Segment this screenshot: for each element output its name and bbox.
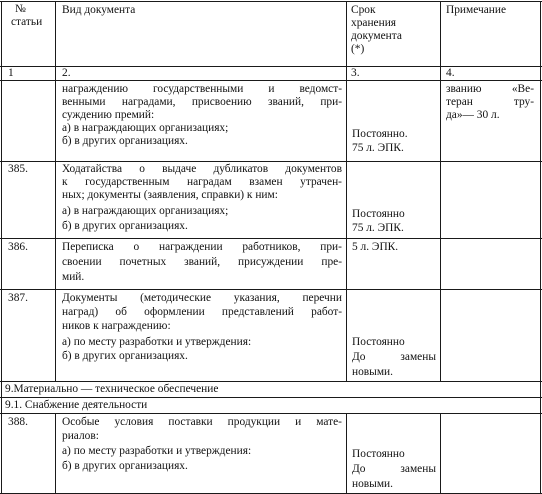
header-bottom-rule — [0, 66, 542, 67]
storage-term: Постоянно — [352, 208, 405, 220]
row-text-line: риалов: — [62, 430, 99, 442]
row-continued-bottom-rule — [0, 161, 542, 162]
col-divider-num — [55, 1, 56, 382]
table-border-top — [0, 1, 542, 2]
storage-term: Постоянно — [352, 448, 405, 460]
row-text-line: ных; документы (заявления, справки) к ним: — [62, 189, 278, 201]
section-subtitle: 9.1. Снабжение деятельности — [5, 399, 148, 411]
storage-term: Постоянно. — [352, 128, 408, 140]
col-divider-type — [346, 1, 347, 382]
row-text-line: венными наградами, присвоению званий, при- — [62, 96, 342, 108]
section-title: 9.Материально — техническое обеспечение — [5, 383, 219, 395]
article-number: 386. — [8, 241, 28, 253]
row-text-line: Особые условия поставки продукции и мате- — [62, 416, 342, 428]
storage-term: До замены — [352, 463, 436, 475]
row-text-line: суждению премий: — [62, 109, 155, 121]
col-divider-type — [346, 413, 347, 494]
header-document-type: Вид документа — [62, 4, 136, 16]
row-385-bottom-rule — [0, 238, 542, 239]
row-text-line: награждению государственными и ведомст- — [62, 83, 342, 95]
note-line: да»— 30 л. — [446, 109, 500, 121]
row-text-line: б) в других организациях. — [62, 460, 188, 472]
article-number: 387. — [8, 292, 28, 304]
row-text-line: мий. — [62, 271, 85, 283]
storage-term: Постоянно — [352, 336, 405, 348]
header-storage-term: Срок хранения документа (*) — [351, 4, 402, 55]
row-text-line: к государственным наградам взамен утрачен- — [62, 176, 342, 188]
colnum-2: 2. — [62, 67, 71, 79]
row-text-line: Документы (методические указания, перечни — [62, 292, 342, 304]
col-divider-term — [440, 413, 441, 494]
row-text-line: Переписка о награждении работников, при- — [62, 241, 342, 253]
colnum-4: 4. — [446, 67, 455, 79]
header-num: № статьи — [11, 3, 43, 28]
row-386-bottom-rule — [0, 289, 542, 290]
article-number: 388. — [8, 416, 28, 428]
colnum-bottom-rule — [0, 80, 542, 81]
note-line: званию «Ве- — [446, 83, 534, 95]
section-sub-rule — [0, 413, 542, 414]
col-divider-term — [440, 1, 441, 382]
article-number: 385. — [8, 163, 28, 175]
colnum-1: 1 — [8, 67, 14, 79]
row-text-line: ников к награждению: — [62, 320, 171, 332]
row-text-line: Ходатайства о выдаче дубликатов документов — [62, 163, 342, 175]
row-text-line: а) в награждающих организациях; — [62, 205, 229, 217]
section-title-rule — [0, 397, 542, 398]
storage-term: До замены — [352, 351, 436, 363]
row-387-bottom-rule — [0, 381, 542, 382]
header-note: Примечание — [446, 4, 507, 16]
table-border-left — [1, 1, 2, 494]
row-text-line: своении почетных званий, присуждении пре- — [62, 256, 342, 268]
row-text-line: а) по месту разработки и утверждения: — [62, 336, 252, 348]
row-text-line: б) в других организациях. — [62, 135, 188, 147]
colnum-3: 3. — [351, 67, 360, 79]
table-border-right — [540, 1, 541, 494]
row-text-line: б) в других организациях. — [62, 350, 188, 362]
storage-term: 5 л. ЭПК. — [352, 241, 399, 253]
storage-term: 75 л. ЭПК. — [352, 142, 404, 154]
row-text-line: б) в других организациях. — [62, 220, 188, 232]
col-divider-num — [55, 413, 56, 494]
storage-term: 75 л. ЭПК. — [352, 222, 404, 234]
row-text-line: наград) об оформлении представлений работ- — [62, 306, 342, 318]
storage-term: новыми. — [352, 478, 393, 490]
row-text-line: а) в награждающих организациях; — [62, 122, 229, 134]
row-text-line: а) по месту разработки и утверждения: — [62, 445, 252, 457]
note-line: теран тру- — [446, 96, 534, 108]
storage-term: новыми. — [352, 366, 393, 378]
